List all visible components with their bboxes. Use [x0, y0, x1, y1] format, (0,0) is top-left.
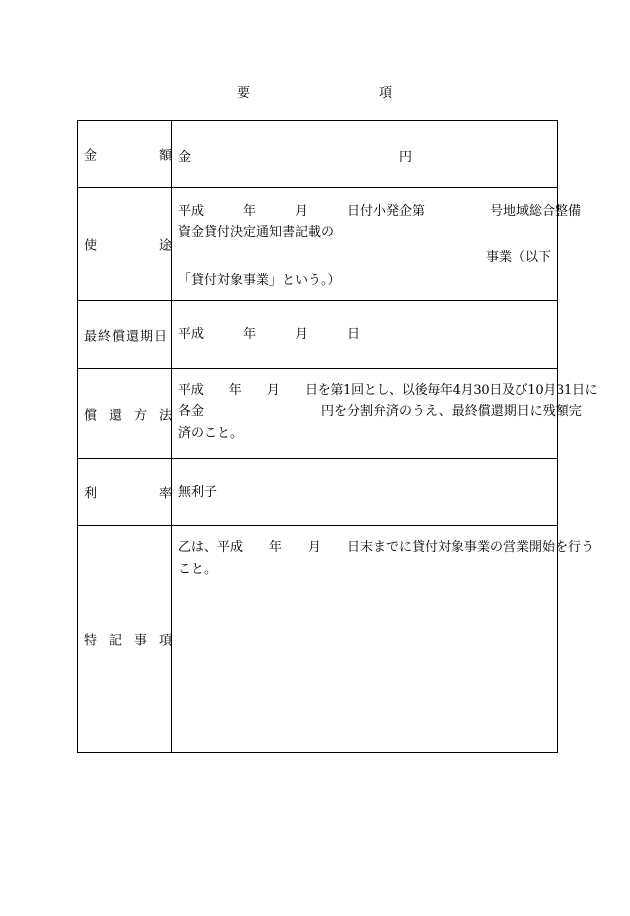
value-interest-rate [172, 459, 558, 526]
label-method-char-1: 償 [84, 408, 98, 423]
value-repayment-method [172, 369, 598, 459]
label-method-char-3: 方 [134, 408, 148, 423]
method-line-1: 平成 年 月 日を第1回とし、以後毎年4月30日及び10月31日に [178, 383, 598, 398]
rate-line-1: 無利子 [178, 485, 218, 500]
value-special-notes [172, 526, 595, 753]
due-line-1: 平成 年 月 日 [178, 327, 361, 342]
notes-line-2: こと。 [178, 562, 218, 577]
document-title [237, 82, 393, 101]
value-due-date [172, 301, 558, 369]
row-due-date [78, 301, 558, 369]
label-purpose [78, 188, 172, 301]
row-special-notes [78, 526, 558, 753]
label-purpose-char-1: 使 [84, 238, 98, 254]
label-rate-char-2: 率 [159, 486, 173, 502]
label-special-notes [78, 526, 172, 753]
value-purpose [172, 188, 582, 301]
label-amount [78, 121, 172, 188]
value-amount [172, 121, 558, 188]
label-notes-char-1: 特 [84, 633, 98, 649]
label-amount-char-1: 金 [84, 148, 98, 164]
purpose-line-1: 平成 年 月 日付小発企第 号地域総合整備 [178, 204, 582, 219]
title-char-2: 項 [379, 86, 393, 101]
label-notes-char-4: 項 [159, 633, 173, 649]
label-rate-char-1: 利 [84, 486, 98, 502]
label-due-date [78, 301, 172, 369]
purpose-line-2: 資金貸付決定通知書記載の [178, 225, 335, 240]
purpose-line-3: 事業（以下 [485, 250, 551, 265]
label-purpose-char-2: 途 [159, 238, 173, 254]
label-interest-rate [78, 459, 172, 526]
row-amount [78, 121, 558, 188]
row-interest-rate [78, 459, 558, 526]
label-method-char-2: 還 [109, 408, 123, 423]
method-line-2: 各金 円を分割弁済のうえ、最終償還期日に残額完 [178, 404, 582, 419]
label-repayment-method [78, 369, 172, 459]
label-due-date-text: 最終償還期日 [84, 329, 169, 344]
purpose-line-4: 「貸付対象事業」という。） [178, 273, 341, 288]
title-char-1: 要 [237, 86, 251, 101]
label-notes-char-3: 事 [134, 633, 148, 649]
row-purpose [78, 188, 558, 301]
label-method-char-4: 法 [159, 408, 173, 423]
terms-table [77, 120, 598, 753]
method-line-3: 済のこと。 [178, 426, 244, 441]
label-amount-char-2: 額 [159, 148, 173, 164]
label-notes-char-2: 記 [109, 633, 123, 649]
amount-line-1: 金 円 [178, 150, 413, 165]
row-repayment-method [78, 369, 558, 459]
notes-line-1: 乙は、平成 年 月 日末までに貸付対象事業の営業開始を行う [178, 540, 595, 555]
